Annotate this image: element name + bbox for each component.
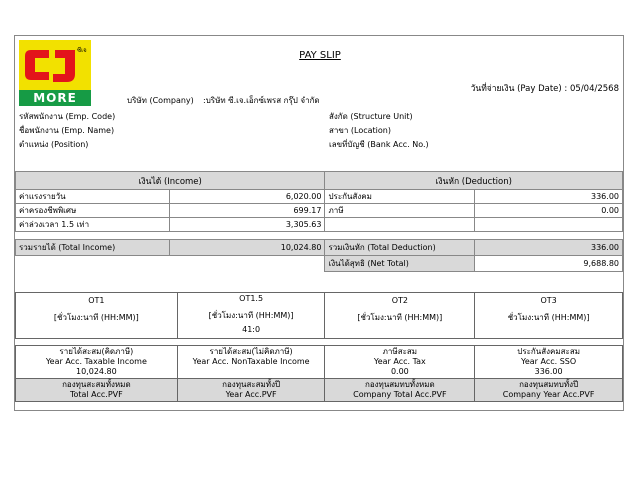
location-label: สาขา (Location)	[329, 126, 391, 135]
ot-cell	[16, 293, 178, 339]
income-item-label: ค่าล่วงเวลา 1.5 เท่า	[16, 218, 170, 232]
ot-unit: ชั่วโมง:นาที (HH:MM)]	[507, 312, 590, 322]
acc-value	[178, 367, 325, 377]
acc-en: Year Acc. SSO	[521, 357, 577, 366]
page-title: PAY SLIP	[299, 50, 341, 61]
ot-name: OT2	[391, 295, 408, 305]
ot-value	[475, 324, 622, 336]
pvf-th: กองทุนสมทบทั้งปี	[519, 380, 579, 389]
pay-slip	[14, 35, 624, 411]
ot-cell	[177, 293, 325, 339]
deduction-item-value: 0.00	[475, 204, 623, 218]
cj-logo-icon	[19, 40, 91, 90]
acc-cell	[16, 346, 178, 379]
ot-name: OT1.5	[239, 294, 264, 303]
pvf-en: Company Year Acc.PVF	[502, 390, 595, 399]
income-item-value: 3,305.63	[169, 218, 325, 232]
deduction-item-label: ประกันสังคม	[325, 190, 475, 204]
ot-value	[16, 324, 177, 336]
ot-cell	[475, 293, 623, 339]
deduction-item-value: 336.00	[475, 190, 623, 204]
income-item-value: 699.17	[169, 204, 325, 218]
total-deduction-value: 336.00	[475, 240, 623, 256]
acc-value: 336.00	[534, 367, 563, 376]
acc-th: ประกันสังคมสะสม	[517, 347, 580, 356]
pvf-cell	[475, 379, 623, 402]
income-header: เงินได้ (Income)	[16, 172, 325, 190]
accumulated-row	[16, 346, 623, 379]
pvf-cell	[325, 379, 475, 402]
table-row	[16, 190, 623, 204]
total-income-label: รวมรายได้ (Total Income)	[16, 240, 170, 256]
table-row	[16, 204, 623, 218]
pvf-en: Company Total Acc.PVF	[353, 390, 447, 399]
pvf-row	[16, 379, 623, 402]
pvf-en: Total Acc.PVF	[69, 390, 123, 399]
pay-date: วันที่จ่ายเงิน (Pay Date) : 05/04/2568	[470, 84, 619, 94]
total-income-value: 10,024.80	[169, 240, 325, 256]
position-label: ตำแหน่ง (Position)	[19, 140, 89, 149]
deduction-item-label: ภาษี	[325, 204, 475, 218]
ot-value	[325, 324, 474, 336]
income-item-label: ค่าแรงรายวัน	[16, 190, 170, 204]
acc-th: รายได้สะสม(คิดภาษี)	[59, 347, 134, 356]
ot-name: OT3	[540, 295, 557, 305]
net-total-label: เงินได้สุทธิ (Net Total)	[325, 256, 475, 272]
emp-name-label: ชื่อพนักงาน (Emp. Name)	[19, 126, 115, 135]
pvf-cell	[177, 379, 325, 402]
table-row	[16, 218, 623, 232]
ot-unit: [ชั่วโมง:นาที (HH:MM)]	[357, 312, 443, 322]
pvf-th: กองทุนสะสมทั้งปี	[222, 380, 281, 389]
acc-th: รายได้สะสม(ไม่คิดภาษี)	[209, 347, 293, 356]
net-total-value: 9,688.80	[475, 256, 623, 272]
company-label: บริษัท (Company)	[127, 96, 194, 105]
pvf-en: Year Acc.PVF	[225, 390, 277, 399]
total-row	[16, 240, 623, 256]
acc-value: 0.00	[390, 367, 409, 376]
pvf-th: กองทุนสะสมทั้งหมด	[62, 380, 131, 389]
acc-cell	[177, 346, 325, 379]
acc-cell	[475, 346, 623, 379]
bank-acc-label: เลขที่บัญชี (Bank Acc. No.)	[329, 140, 429, 149]
acc-value: 10,024.80	[76, 367, 117, 376]
acc-en: Year Acc. NonTaxable Income	[192, 357, 310, 366]
ot-table	[15, 292, 623, 339]
ot-unit: [ชั่วโมง:นาที (HH:MM)]	[53, 312, 139, 322]
ot-name: OT1	[88, 295, 105, 305]
income-item-value: 6,020.00	[169, 190, 325, 204]
total-deduction-label: รวมเงินหัก (Total Deduction)	[325, 240, 475, 256]
pvf-cell	[16, 379, 178, 402]
logo-mark	[19, 40, 91, 90]
acc-th: ภาษีสะสม	[382, 347, 418, 356]
logo-small-mark: ซีเจ	[77, 47, 87, 54]
acc-cell	[325, 346, 475, 379]
deduction-header: เงินหัก (Deduction)	[325, 172, 623, 190]
income-deduction-table	[15, 171, 623, 272]
ot-value: 41:0	[242, 325, 261, 334]
acc-en: Year Acc. Taxable Income	[45, 357, 147, 366]
structure-unit-label: สังกัด (Structure Unit)	[329, 112, 413, 121]
acc-en: Year Acc. Tax	[373, 357, 426, 366]
emp-code-label: รหัสพนักงาน (Emp. Code)	[19, 112, 116, 121]
logo-text: MORE	[19, 90, 91, 106]
ot-unit: [ชั่วโมง:นาที (HH:MM)]	[208, 311, 294, 320]
income-item-label: ค่าครองชีพพิเศษ	[16, 204, 170, 218]
net-row	[16, 256, 623, 272]
company-value: :บริษัท ซี.เจ.เอ็กซ์เพรส กรุ๊ป จำกัด	[203, 96, 320, 105]
ot-cell	[325, 293, 475, 339]
pvf-th: กองทุนสมทบทั้งหมด	[364, 380, 435, 389]
accumulated-table	[15, 345, 623, 402]
